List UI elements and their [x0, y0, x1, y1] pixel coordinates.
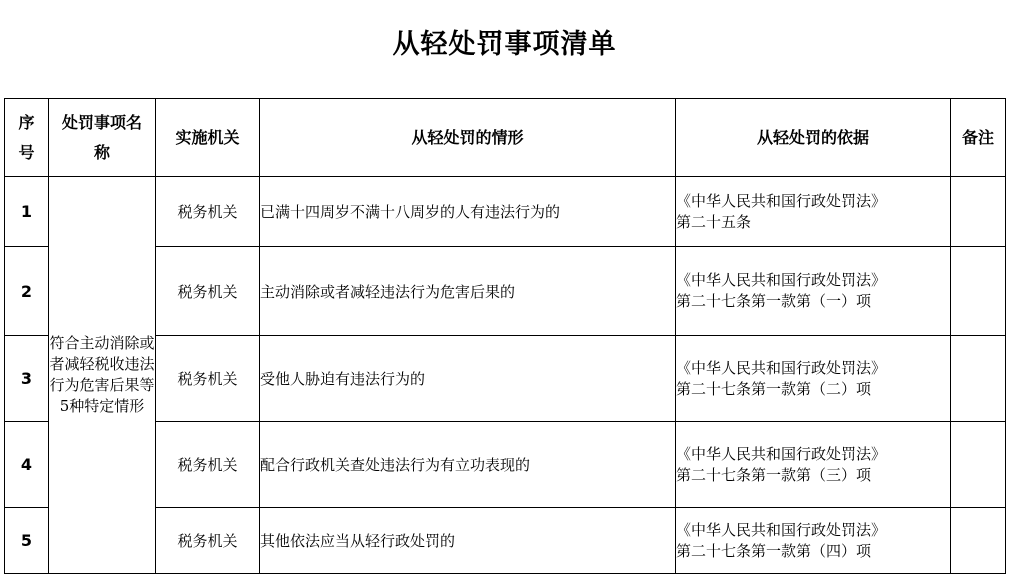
table-row	[5, 177, 1006, 247]
header-index-line1: 序	[18, 112, 35, 132]
basis-article: 第二十七条第一款第（二）项	[676, 379, 872, 398]
header-situation: 从轻处罚的情形	[260, 99, 676, 177]
row-basis	[676, 247, 951, 336]
table-row	[5, 336, 1006, 422]
basis-article: 第二十五条	[676, 212, 752, 231]
header-matter-name-line1: 处罚事项名	[61, 112, 142, 132]
basis-law-name: 《中华人民共和国行政处罚法》	[676, 191, 887, 210]
header-agency: 实施机关	[156, 99, 260, 177]
header-index	[5, 99, 49, 177]
row-agency: 税务机关	[156, 177, 260, 247]
row-situation: 配合行政机关查处违法行为有立功表现的	[260, 422, 676, 508]
basis-law-name: 《中华人民共和国行政处罚法》	[676, 520, 887, 539]
basis-law-name: 《中华人民共和国行政处罚法》	[676, 271, 887, 289]
row-remark	[951, 508, 1006, 574]
basis-law-name: 《中华人民共和国行政处罚法》	[676, 444, 887, 463]
table-header-row	[5, 99, 1006, 177]
row-remark	[951, 422, 1006, 508]
row-remark	[951, 336, 1006, 422]
row-remark	[951, 247, 1006, 336]
row-index: 2	[5, 247, 49, 336]
row-remark	[951, 177, 1006, 247]
row-situation: 已满十四周岁不满十八周岁的人有违法行为的	[260, 177, 676, 247]
table-row	[5, 422, 1006, 508]
header-remark: 备注	[951, 99, 1006, 177]
basis-law-name: 《中华人民共和国行政处罚法》	[676, 358, 887, 377]
basis-article: 第二十七条第一款第（一）项	[676, 292, 872, 310]
row-index: 3	[5, 336, 49, 422]
row-index: 1	[5, 177, 49, 247]
row-agency: 税务机关	[156, 247, 260, 336]
header-index-line2: 号	[18, 142, 35, 162]
row-basis	[676, 422, 951, 508]
row-basis	[676, 336, 951, 422]
document-title: 从轻处罚事项清单	[392, 29, 617, 60]
table-row	[5, 247, 1006, 336]
header-matter-name	[49, 99, 156, 177]
basis-article: 第二十七条第一款第（三）项	[676, 465, 872, 484]
table-row	[5, 508, 1006, 574]
row-index: 4	[5, 422, 49, 508]
penalty-list-table	[4, 98, 1006, 574]
row-basis	[676, 508, 951, 574]
row-agency: 税务机关	[156, 422, 260, 508]
row-situation: 其他依法应当从轻行政处罚的	[260, 508, 676, 574]
row-agency: 税务机关	[156, 508, 260, 574]
header-basis: 从轻处罚的依据	[676, 99, 951, 177]
basis-article: 第二十七条第一款第（四）项	[676, 541, 872, 560]
header-matter-name-line2: 称	[93, 142, 110, 162]
row-index: 5	[5, 508, 49, 574]
row-situation: 主动消除或者减轻违法行为危害后果的	[260, 247, 676, 336]
row-basis	[676, 177, 951, 247]
matter-name-cell: 符合主动消除或者减轻税收违法行为危害后果等5种特定情形	[49, 177, 156, 574]
row-agency: 税务机关	[156, 336, 260, 422]
row-situation: 受他人胁迫有违法行为的	[260, 336, 676, 422]
